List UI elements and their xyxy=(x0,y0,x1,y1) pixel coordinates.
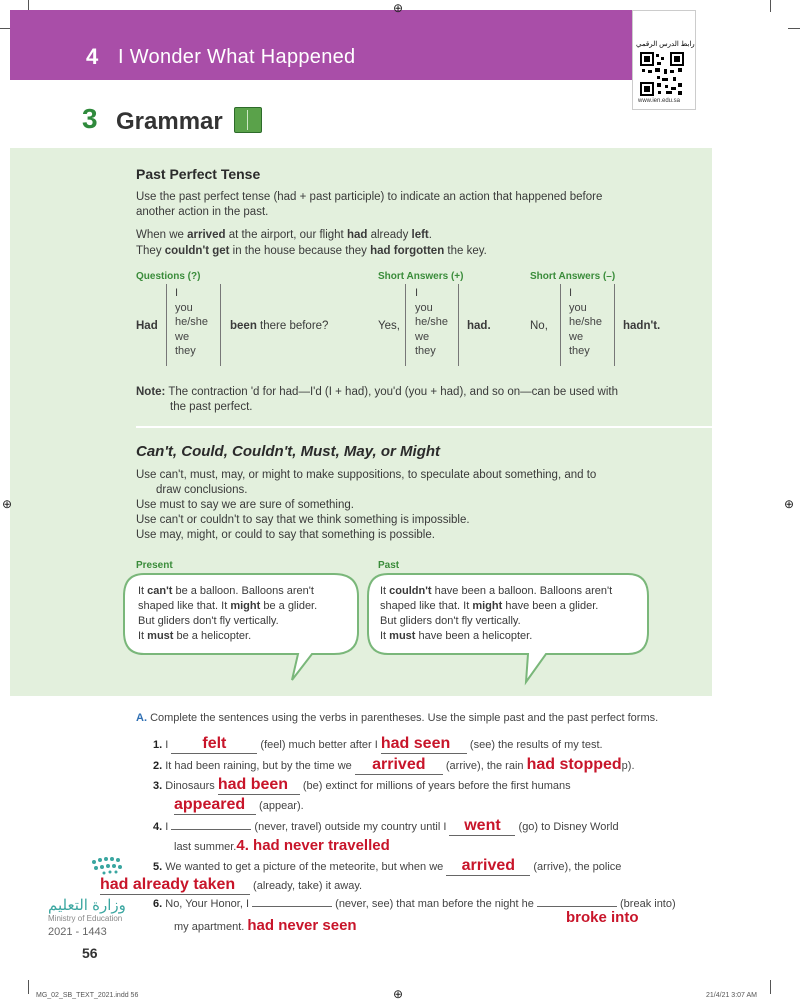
ministry-logo-dots-icon xyxy=(90,856,150,880)
past-perfect-title: Past Perfect Tense xyxy=(136,166,261,182)
answer-blank[interactable]: felt xyxy=(171,735,257,754)
answer-blank[interactable]: appeared xyxy=(174,796,256,815)
panel-divider xyxy=(136,426,712,428)
past-label: Past xyxy=(378,560,400,571)
exercise-item-6: 6. No, Your Honor, I (never, see) that man before the night he (break into) xyxy=(153,898,676,910)
yes-word: Yes, xyxy=(378,320,400,332)
qr-url: www.ien.edu.sa xyxy=(638,98,681,104)
answer-blank[interactable]: went xyxy=(449,817,515,836)
pronoun-list-negative: I you he/she we they xyxy=(569,287,603,357)
been-there-before: been there before? xyxy=(230,320,329,332)
qr-code-icon xyxy=(640,52,684,96)
answer-blank[interactable]: arrived xyxy=(446,857,530,876)
hadnt-short-answer: hadn't. xyxy=(623,320,661,332)
table-divider xyxy=(220,284,221,366)
section-number: 3 xyxy=(82,103,98,134)
unit-title: I Wonder What Happened xyxy=(118,46,356,68)
section-title: Grammar xyxy=(116,108,223,135)
past-bubble-text: It couldn't have been a balloon. Balloons aren't shaped like that. It might have been a glider. But gliders don't fly vertically. It must have been a helicopter. xyxy=(380,585,613,642)
registration-mark-icon: ⊕ xyxy=(393,987,404,1001)
ministry-arabic-name: وزارة التعليم xyxy=(48,897,126,914)
short-answers-negative-label: Short Answers (–) xyxy=(530,271,616,282)
answer-blank[interactable] xyxy=(171,829,251,830)
table-divider xyxy=(405,284,406,366)
answer-blank[interactable]: arrived xyxy=(355,756,443,775)
crop-mark xyxy=(770,0,771,12)
modals-explanation: Use can't, must, may, or might to make suppositions, to speculate about something, and to draw conclusions. Use must to say we are sure of something. Use can't or couldn't to say that we think something is impossible. Use may, might, or could to say that something is possible. xyxy=(136,469,597,541)
registration-mark-icon: ⊕ xyxy=(2,497,13,511)
registration-mark-icon: ⊕ xyxy=(393,1,404,15)
answer-blank[interactable]: had been xyxy=(218,776,300,795)
example-sentence-2: They couldn't get in the house because they had forgotten the key. xyxy=(136,245,487,257)
academic-year: 2021 - 1443 xyxy=(48,926,107,938)
qr-caption: رابط الدرس الرقمي xyxy=(636,41,695,48)
had-short-answer: had. xyxy=(467,320,491,332)
answer-broke-into: broke into xyxy=(566,909,639,926)
exercise-item-5: 5. We wanted to get a picture of the meteorite, but when we arrived (arrive), the police xyxy=(153,857,622,874)
present-label: Present xyxy=(136,560,173,571)
crop-mark xyxy=(788,28,800,29)
questions-label: Questions (?) xyxy=(136,271,201,282)
no-word: No, xyxy=(530,320,548,332)
contraction-note: Note: The contraction 'd for had—I'd (I + had), you'd (you + had), and so on—can be used with the past perfect. xyxy=(136,386,618,413)
exercise-instruction: A. Complete the sentences using the verbs in parentheses. Use the simple past and the past perfect forms. xyxy=(136,712,659,724)
exercise-item-4: 4. I (never, travel) outside my country until I went (go) to Disney World xyxy=(153,817,619,834)
past-perfect-intro: Use the past perfect tense (had + past participle) to indicate an action that happened before another action in the past. xyxy=(136,191,603,218)
unit-number: 4 xyxy=(86,44,99,69)
exercise-item-1: 1. I felt (feel) much better after I had seen (see) the results of my test. xyxy=(153,735,603,752)
answer-blank[interactable] xyxy=(537,906,617,907)
footer-file-info: MG_02_SB_TEXT_2021.indd 56 xyxy=(36,992,139,999)
crop-mark xyxy=(28,980,29,994)
answer-blank[interactable] xyxy=(252,906,332,907)
exercise-item-3: 3. Dinosaurs had been (be) extinct for millions of years before the first humans xyxy=(153,776,571,793)
footer-timestamp: 21/4/21 3:07 AM xyxy=(706,992,757,999)
present-bubble-text: It can't be a balloon. Balloons aren't shaped like that. It might be a glider. But gliders don't fly vertically. It must be a helicopter. xyxy=(138,585,318,642)
answer-blank[interactable]: had seen xyxy=(381,735,467,754)
page-number: 56 xyxy=(82,945,98,961)
short-answers-positive-label: Short Answers (+) xyxy=(378,271,464,282)
exercise-item-3-continued: appeared (appear). xyxy=(174,796,304,813)
modals-title: Can't, Could, Couldn't, Must, May, or Might xyxy=(136,443,441,460)
unit-header-band xyxy=(10,10,696,80)
crop-mark xyxy=(770,980,771,994)
had-question-word: Had xyxy=(136,320,158,332)
book-icon xyxy=(234,107,262,133)
table-divider xyxy=(166,284,167,366)
pronoun-list-positive: I you he/she we they xyxy=(415,287,449,357)
registration-mark-icon: ⊕ xyxy=(784,497,795,511)
exercise-item-4-continued: last summer.4. had never travelled xyxy=(174,837,390,854)
exercise-item-6-continued: my apartment. had never seen xyxy=(174,917,357,934)
exercise-item-2: 2. It had been raining, but by the time we arrived (arrive), the rain had stoppedp). xyxy=(153,756,635,773)
ministry-english-name: Ministry of Education xyxy=(48,914,123,923)
table-divider xyxy=(560,284,561,366)
answer-blank[interactable]: had already taken xyxy=(100,876,250,895)
example-sentence-1: When we arrived at the airport, our flight had already left. xyxy=(136,229,432,241)
pronoun-list-questions: I you he/she we they xyxy=(175,287,209,357)
table-divider xyxy=(614,284,615,366)
table-divider xyxy=(458,284,459,366)
exercise-item-5-continued: had already taken (already, take) it away. xyxy=(100,876,363,893)
